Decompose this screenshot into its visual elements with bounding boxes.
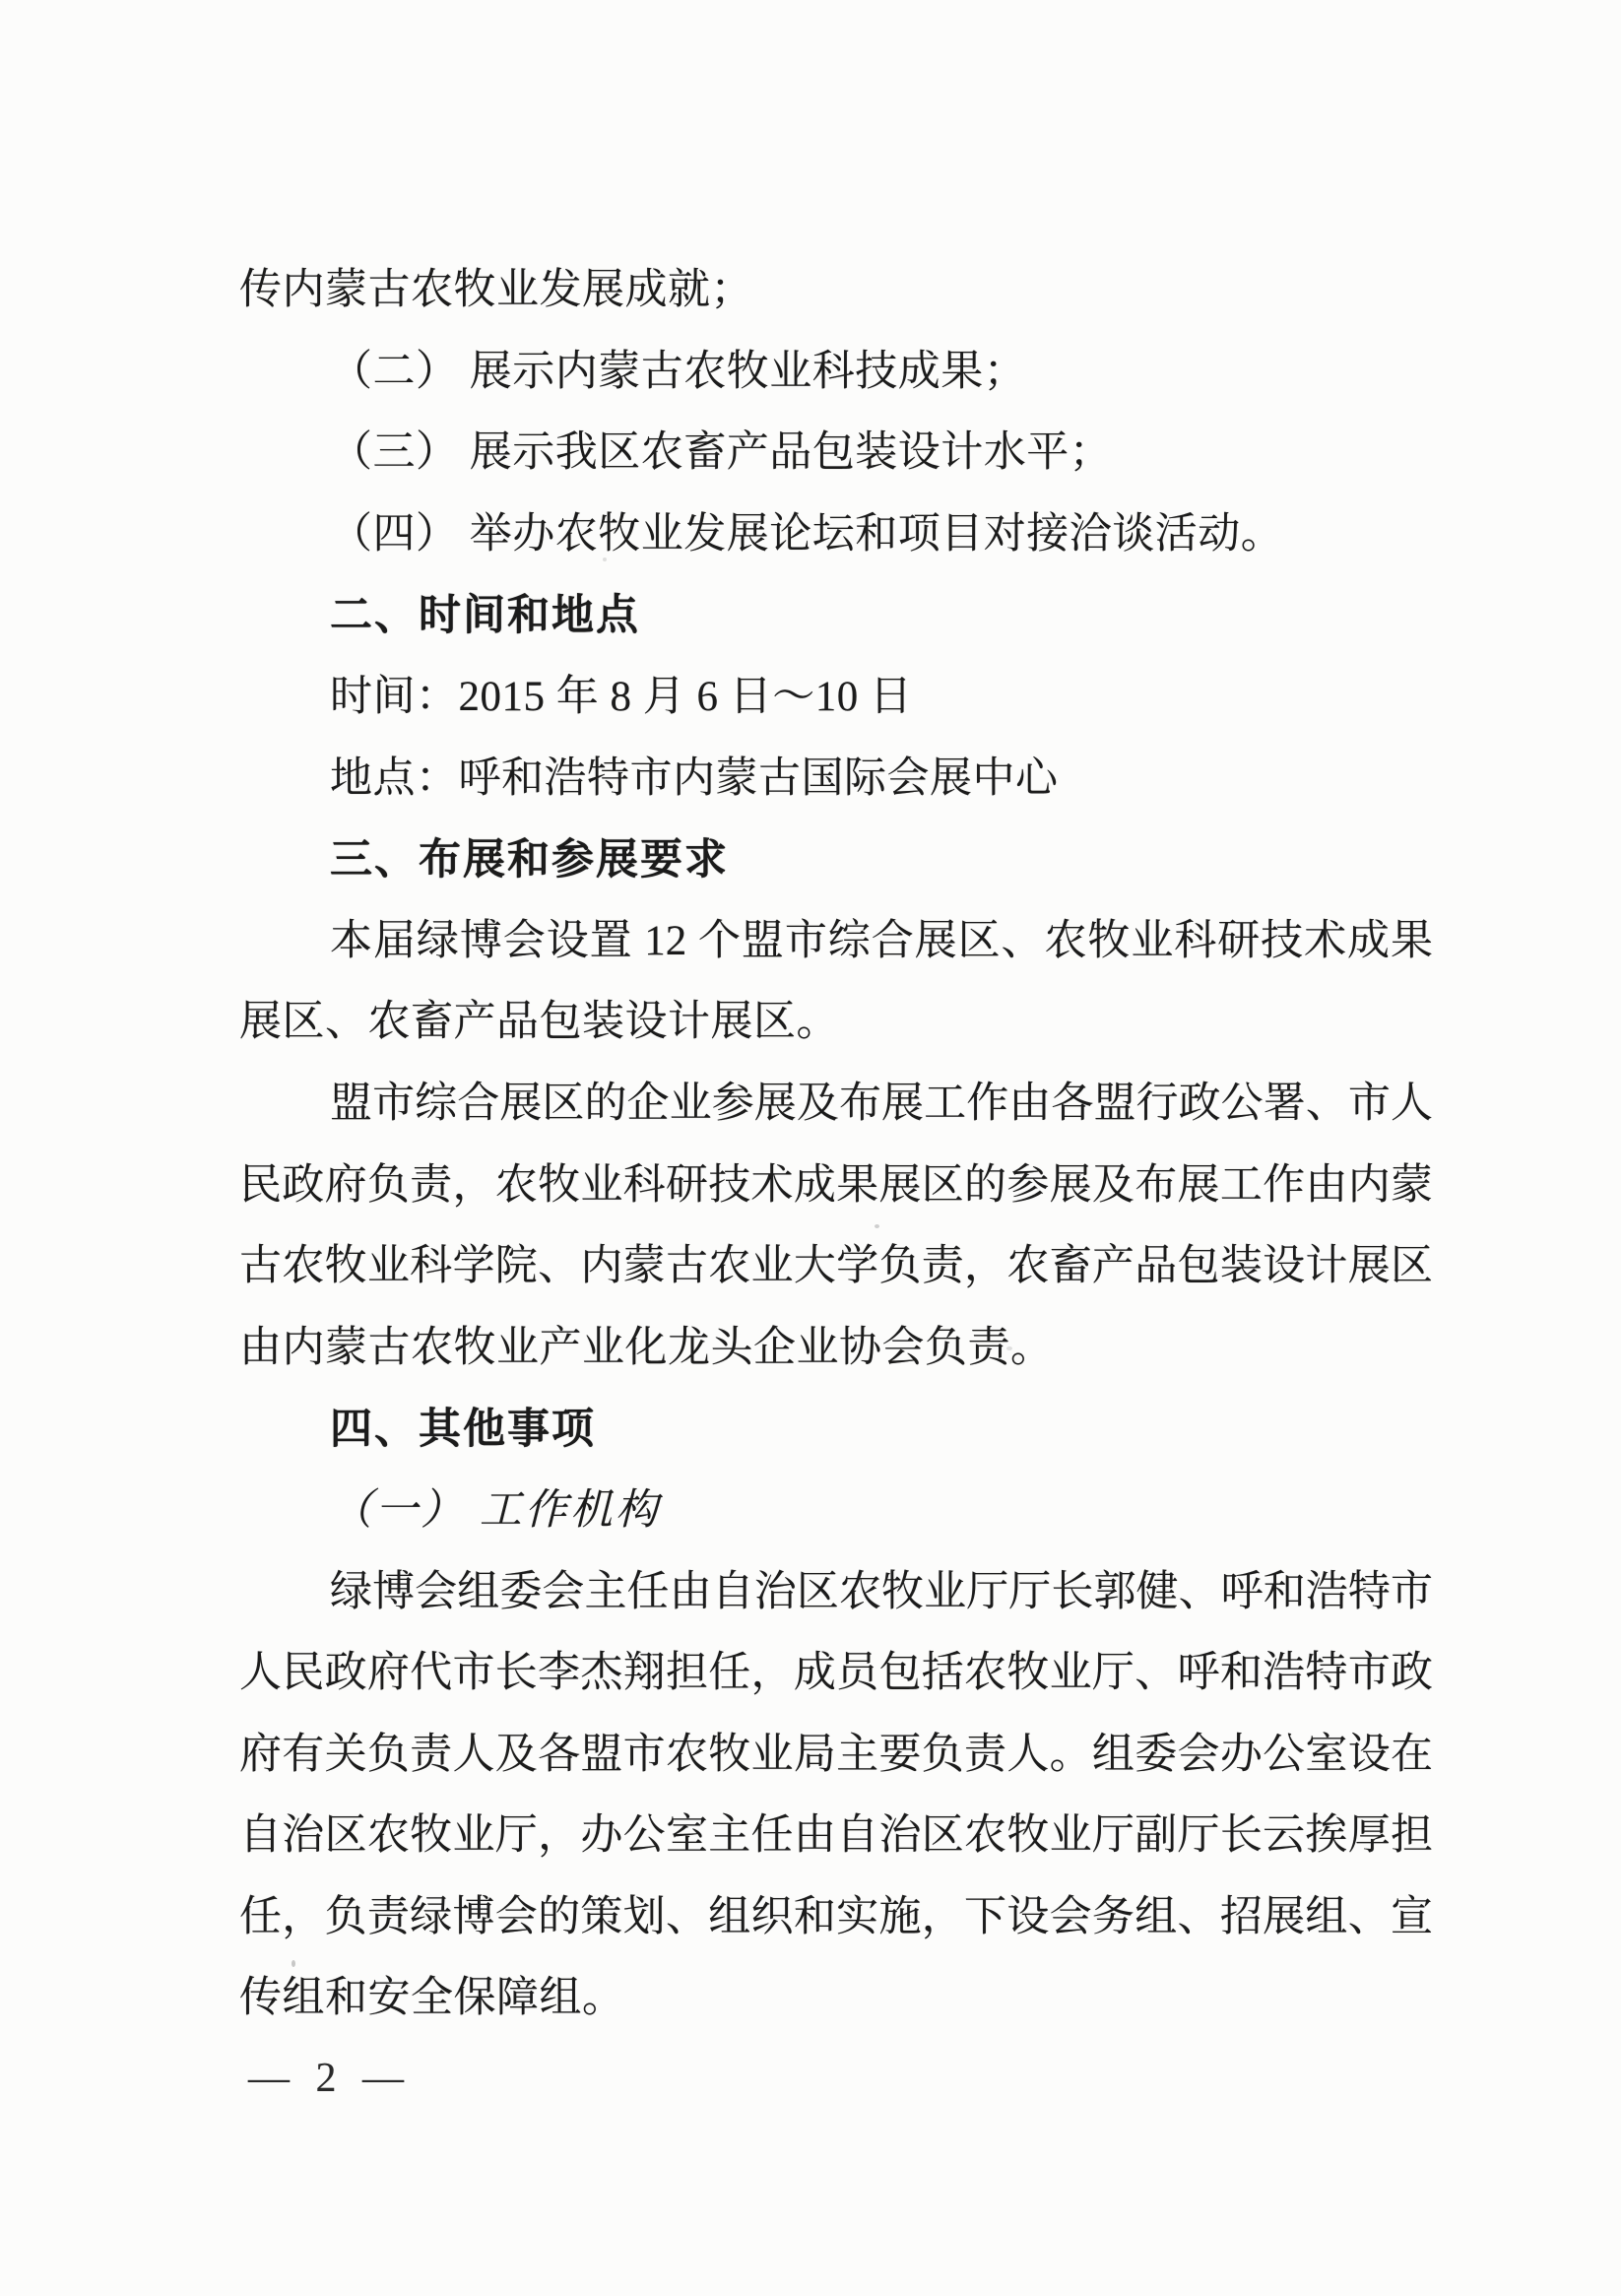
text-line: 府有关负责人及各盟市农牧业局主要负责人。组委会办公室设在 [239, 1731, 1433, 1778]
text-line: 本届绿博会设置 12 个盟市综合展区、农牧业科研技术成果 [330, 917, 1433, 964]
page-number: — 2 — [248, 2056, 404, 2101]
text-line: 人民政府代市长李杰翔担任，成员包括农牧业厅、呼和浩特市政 [239, 1650, 1433, 1697]
text-line: 任，负责绿博会的策划、组织和实施，下设会务组、招展组、宣 [239, 1893, 1433, 1940]
scan-speck [1006, 1346, 1012, 1350]
text-line: 民政府负责，农牧业科研技术成果展区的参展及布展工作由内蒙 [239, 1161, 1433, 1209]
text-line: 古农牧业科学院、内蒙古农业大学负责，农畜产品包装设计展区 [239, 1243, 1433, 1290]
section-heading-exhibit-requirements: 三、布展和参展要求 [330, 836, 729, 885]
list-item-3: （三） 展示我区农畜产品包装设计水平； [330, 429, 1113, 477]
section-heading-time-place: 二、时间和地点 [330, 592, 640, 640]
text-line: 自治区农牧业厅，办公室主任由自治区农牧业厅副厅长云挨厚担 [239, 1812, 1433, 1860]
scan-speck [603, 558, 607, 561]
subsection-heading-work-organization: （一） 工作机构 [330, 1486, 661, 1534]
place-line: 地点：呼和浩特市内蒙古国际会展中心 [330, 754, 1059, 802]
text-line: 由内蒙古农牧业产业化龙头企业协会负责。 [239, 1324, 1054, 1371]
list-item-2: （二） 展示内蒙古农牧业科技成果； [330, 348, 1027, 395]
document-body [239, 250, 1433, 2040]
text-line: 传组和安全保障组。 [239, 1975, 625, 2022]
scan-speck [292, 1960, 295, 1967]
scan-speck [875, 1224, 879, 1228]
section-heading-other-matters: 四、其他事项 [330, 1406, 596, 1454]
text-line: 展区、农畜产品包装设计展区。 [239, 999, 839, 1046]
list-item-4: （四） 举办农牧业发展论坛和项目对接洽谈活动。 [330, 510, 1284, 558]
text-line: 传内蒙古农牧业发展成就； [239, 267, 753, 313]
text-line: 绿博会组委会主任由自治区农牧业厅厅长郭健、呼和浩特市 [330, 1568, 1433, 1615]
text-line: 盟市综合展区的企业参展及布展工作由各盟行政公署、市人 [330, 1080, 1433, 1127]
time-line: 时间：2015 年 8 月 6 日～10 日 [330, 673, 913, 720]
